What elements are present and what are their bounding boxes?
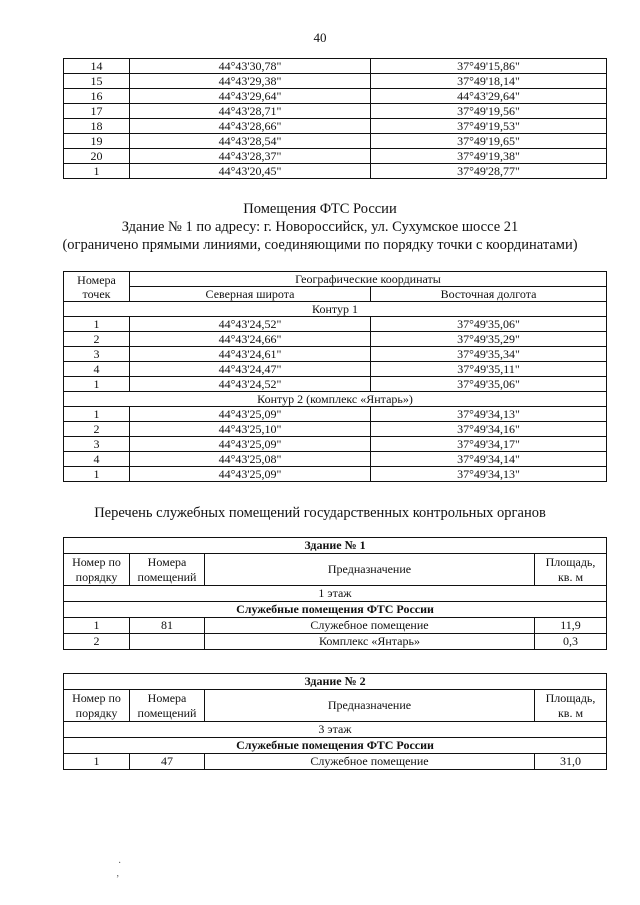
- east-longitude-cell: 37°49'34,17": [371, 437, 607, 452]
- page-number: 40: [313, 30, 327, 45]
- building-1-title: Здание № 1: [64, 538, 607, 554]
- table-row: [64, 134, 607, 149]
- table-header-row: [64, 690, 607, 722]
- east-longitude-cell: 37°49'34,14": [371, 452, 607, 467]
- contour-1-label: Контур 1: [64, 302, 607, 317]
- table-header-row: [64, 554, 607, 586]
- table-row: [64, 164, 607, 179]
- table-header-row: [64, 272, 607, 287]
- building-address: Здание № 1 по адресу: г. Новороссийск, ул. Сухумское шоссе 21: [121, 219, 519, 235]
- header-purpose: Предназначение: [205, 690, 535, 722]
- area-cell: 11,9: [535, 618, 607, 634]
- north-latitude-cell: 44°43'30,78": [130, 59, 371, 74]
- east-longitude-cell: 37°49'15,86": [371, 59, 607, 74]
- point-number-cell: 1: [64, 317, 130, 332]
- east-longitude-cell: 37°49'19,53": [371, 119, 607, 134]
- table-row: [64, 437, 607, 452]
- header-geo-coordinates: Географические координаты: [130, 272, 607, 287]
- north-latitude-cell: 44°43'24,52": [130, 377, 371, 392]
- building-2-title: Здание № 2: [64, 674, 607, 690]
- point-number-cell: 4: [64, 452, 130, 467]
- east-longitude-cell: 37°49'35,06": [371, 377, 607, 392]
- coordinates-table-continued: [63, 58, 607, 179]
- table-row: [64, 362, 607, 377]
- east-longitude-cell: 37°49'34,13": [371, 467, 607, 482]
- room-number-cell: 47: [130, 754, 205, 770]
- north-latitude-cell: 44°43'24,47": [130, 362, 371, 377]
- header-north: Северная широта: [130, 287, 371, 302]
- group-row: [64, 738, 607, 754]
- table-row: [64, 377, 607, 392]
- floor-row: [64, 722, 607, 738]
- list-title: Перечень служебных помещений государственных контрольных органов: [94, 505, 546, 521]
- table-row: [64, 119, 607, 134]
- table-row: [64, 407, 607, 422]
- purpose-cell: Служебное помещение: [205, 754, 535, 770]
- group-label: Служебные помещения ФТС России: [64, 738, 607, 754]
- section-title: Помещения ФТС России: [243, 201, 397, 217]
- north-latitude-cell: 44°43'25,10": [130, 422, 371, 437]
- building-title-row: [64, 538, 607, 554]
- table-row: [64, 422, 607, 437]
- group-label: Служебные помещения ФТС России: [64, 602, 607, 618]
- table-row: [64, 89, 607, 104]
- order-number-cell: 1: [64, 754, 130, 770]
- purpose-cell: Служебное помещение: [205, 618, 535, 634]
- building-title-row: [64, 674, 607, 690]
- table-row: [64, 149, 607, 164]
- scan-speck: ʼ: [116, 874, 120, 885]
- north-latitude-cell: 44°43'20,45": [130, 164, 371, 179]
- header-order-number: Номер по порядку: [64, 554, 130, 586]
- north-latitude-cell: 44°43'25,09": [130, 437, 371, 452]
- east-longitude-cell: 37°49'34,16": [371, 422, 607, 437]
- point-number-cell: 18: [64, 119, 130, 134]
- point-number-cell: 3: [64, 347, 130, 362]
- area-cell: 31,0: [535, 754, 607, 770]
- header-east: Восточная долгота: [371, 287, 607, 302]
- building-2-table: [63, 673, 607, 770]
- east-longitude-cell: 37°49'19,65": [371, 134, 607, 149]
- header-room-numbers: Номера помещений: [130, 554, 205, 586]
- purpose-cell: Комплекс «Янтарь»: [205, 634, 535, 650]
- header-point-numbers: Номера точек: [64, 272, 130, 302]
- area-cell: 0,3: [535, 634, 607, 650]
- point-number-cell: 14: [64, 59, 130, 74]
- table-row: [64, 634, 607, 650]
- section-heading-fts: [0, 200, 640, 254]
- point-number-cell: 20: [64, 149, 130, 164]
- header-room-numbers: Номера помещений: [130, 690, 205, 722]
- north-latitude-cell: 44°43'28,66": [130, 119, 371, 134]
- north-latitude-cell: 44°43'28,71": [130, 104, 371, 119]
- east-longitude-cell: 37°49'19,56": [371, 104, 607, 119]
- table-subheader-row: [64, 287, 607, 302]
- floor-label: 3 этаж: [64, 722, 607, 738]
- north-latitude-cell: 44°43'24,66": [130, 332, 371, 347]
- point-number-cell: 2: [64, 422, 130, 437]
- table-row: [64, 104, 607, 119]
- table-row: [64, 618, 607, 634]
- point-number-cell: 1: [64, 407, 130, 422]
- north-latitude-cell: 44°43'28,54": [130, 134, 371, 149]
- north-latitude-cell: 44°43'25,09": [130, 467, 371, 482]
- header-area: Площадь, кв. м: [535, 554, 607, 586]
- boundary-note: (ограничено прямыми линиями, соединяющими по порядку точки с координатами): [62, 237, 578, 253]
- point-number-cell: 16: [64, 89, 130, 104]
- north-latitude-cell: 44°43'25,08": [130, 452, 371, 467]
- point-number-cell: 19: [64, 134, 130, 149]
- point-number-cell: 3: [64, 437, 130, 452]
- east-longitude-cell: 37°49'35,06": [371, 317, 607, 332]
- floor-label: 1 этаж: [64, 586, 607, 602]
- group-row: [64, 602, 607, 618]
- point-number-cell: 1: [64, 377, 130, 392]
- header-purpose: Предназначение: [205, 554, 535, 586]
- north-latitude-cell: 44°43'24,61": [130, 347, 371, 362]
- point-number-cell: 2: [64, 332, 130, 347]
- table-row: [64, 332, 607, 347]
- north-latitude-cell: 44°43'24,52": [130, 317, 371, 332]
- table-row: [64, 74, 607, 89]
- order-number-cell: 1: [64, 618, 130, 634]
- order-number-cell: 2: [64, 634, 130, 650]
- point-number-cell: 17: [64, 104, 130, 119]
- table-row: [64, 347, 607, 362]
- building-1-table: [63, 537, 607, 650]
- east-longitude-cell: 37°49'35,34": [371, 347, 607, 362]
- east-longitude-cell: 37°49'34,13": [371, 407, 607, 422]
- section-heading-list: [0, 504, 640, 522]
- contour-1-row: [64, 302, 607, 317]
- room-number-cell: [130, 634, 205, 650]
- east-longitude-cell: 37°49'35,29": [371, 332, 607, 347]
- north-latitude-cell: 44°43'28,37": [130, 149, 371, 164]
- east-longitude-cell: 37°49'18,14": [371, 74, 607, 89]
- east-longitude-cell: 37°49'35,11": [371, 362, 607, 377]
- header-area: Площадь, кв. м: [535, 690, 607, 722]
- table-row: [64, 754, 607, 770]
- header-order-number: Номер по порядку: [64, 690, 130, 722]
- east-longitude-cell: 37°49'19,38": [371, 149, 607, 164]
- contour-2-label: Контур 2 (комплекс «Янтарь»): [64, 392, 607, 407]
- coordinates-table: [63, 271, 607, 482]
- point-number-cell: 4: [64, 362, 130, 377]
- table-row: [64, 317, 607, 332]
- scan-speck: ·: [118, 858, 122, 869]
- table-row: [64, 59, 607, 74]
- east-longitude-cell: 44°43'29,64": [371, 89, 607, 104]
- contour-2-row: [64, 392, 607, 407]
- floor-row: [64, 586, 607, 602]
- point-number-cell: 1: [64, 164, 130, 179]
- north-latitude-cell: 44°43'29,64": [130, 89, 371, 104]
- east-longitude-cell: 37°49'28,77": [371, 164, 607, 179]
- room-number-cell: 81: [130, 618, 205, 634]
- point-number-cell: 1: [64, 467, 130, 482]
- point-number-cell: 15: [64, 74, 130, 89]
- north-latitude-cell: 44°43'29,38": [130, 74, 371, 89]
- table-row: [64, 467, 607, 482]
- north-latitude-cell: 44°43'25,09": [130, 407, 371, 422]
- table-row: [64, 452, 607, 467]
